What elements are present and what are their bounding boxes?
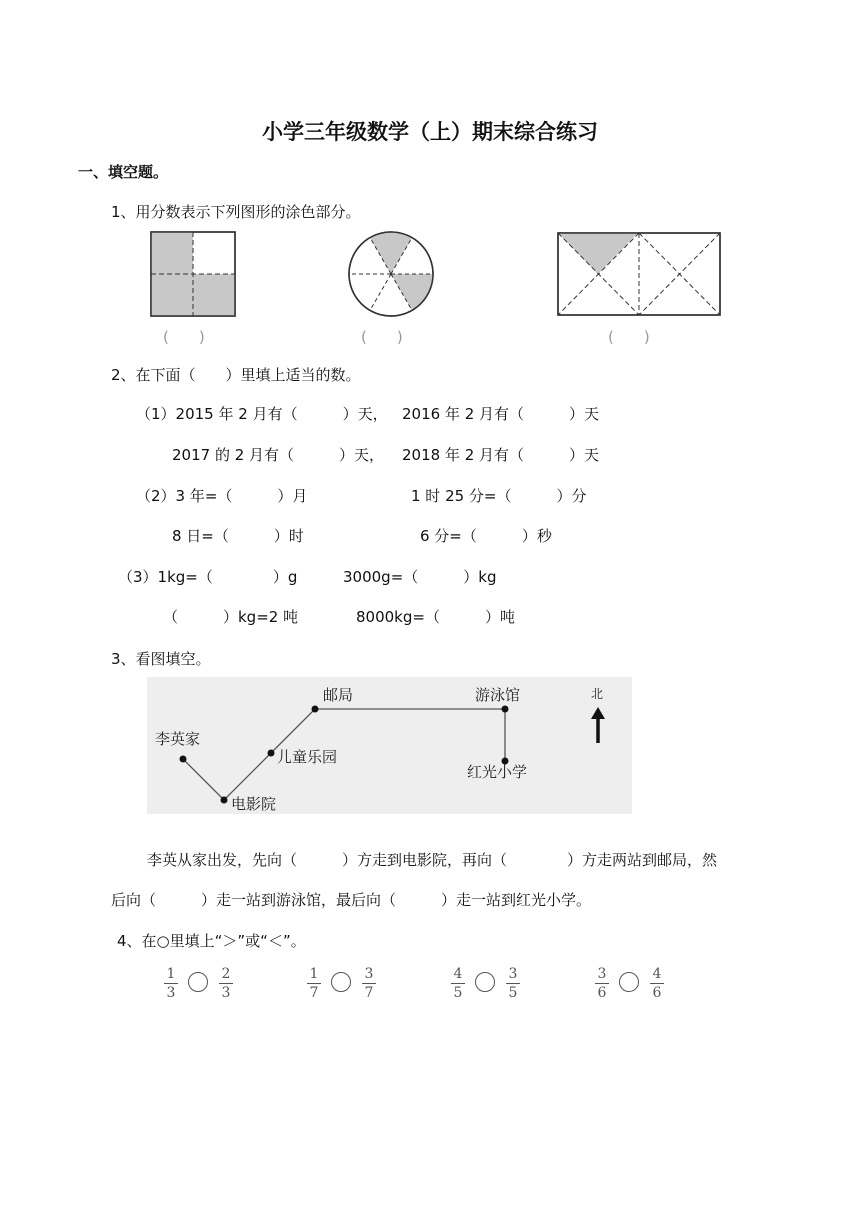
q2-line2-a: 2017 的 2 月有（ ）天， xyxy=(172,446,385,464)
compare-circle-3[interactable] xyxy=(475,972,495,992)
label-park: 儿童乐园 xyxy=(277,748,338,766)
pool-dot xyxy=(502,706,509,713)
fraction-left-1 xyxy=(164,966,178,1001)
numerator: 3 xyxy=(508,966,518,982)
denominator: 7 xyxy=(309,985,319,1001)
north-arrow-icon xyxy=(591,707,605,719)
q2-line3-b: 1 时 25 分=（ ）分 xyxy=(411,487,587,505)
route-map xyxy=(147,677,632,814)
q2-line6-a: （ ）kg=2 吨 xyxy=(163,608,299,626)
answer-paren-3: ( ) xyxy=(608,328,650,346)
label-cinema: 电影院 xyxy=(231,795,277,813)
numerator: 3 xyxy=(597,966,607,982)
numerator: 3 xyxy=(364,966,374,982)
numerator: 1 xyxy=(309,966,319,982)
route-lines xyxy=(147,677,632,814)
denominator: 3 xyxy=(221,985,231,1001)
label-post-office: 邮局 xyxy=(323,686,354,704)
q2-line5-a: （3）1kg=（ ）g xyxy=(118,568,298,586)
shaded-rectangle-figure xyxy=(557,232,721,316)
q2-line4-a: 8 日=（ ）时 xyxy=(172,527,304,545)
denominator: 6 xyxy=(652,985,662,1001)
page-title: 小学三年级数学（上）期末综合练习 xyxy=(262,119,598,144)
fraction-right-4 xyxy=(650,966,664,1001)
denominator: 6 xyxy=(597,985,607,1001)
fraction-left-2 xyxy=(307,966,321,1001)
post-office-dot xyxy=(312,706,319,713)
question-4-prompt: 4、在○里填上“＞”或“＜”。 xyxy=(117,932,306,950)
section-heading: 一、填空题。 xyxy=(78,163,169,181)
q3-text-line1: 李英从家出发，先向（ ）方走到电影院，再向（ ）方走两站到邮局，然 xyxy=(147,851,718,869)
question-1-prompt: 1、用分数表示下列图形的涂色部分。 xyxy=(111,203,361,221)
numerator: 4 xyxy=(453,966,463,982)
question-2-prompt: 2、在下面（ ）里填上适当的数。 xyxy=(111,366,361,384)
label-home: 李英家 xyxy=(155,730,201,748)
q2-line5-b: 3000g=（ ）kg xyxy=(343,568,497,586)
q2-line1-b: 2016 年 2 月有（ ）天 xyxy=(402,405,600,423)
fraction-left-3 xyxy=(451,966,465,1001)
answer-paren-1: ( ) xyxy=(163,328,205,346)
numerator: 4 xyxy=(652,966,662,982)
fraction-right-3 xyxy=(506,966,520,1001)
q3-text-line2: 后向（ ）走一站到游泳馆，最后向（ ）走一站到红光小学。 xyxy=(111,891,592,909)
question-3-prompt: 3、看图填空。 xyxy=(111,650,211,668)
label-pool: 游泳馆 xyxy=(475,686,521,704)
shaded-square-figure xyxy=(150,231,236,317)
q2-line4-b: 6 分=（ ）秒 xyxy=(420,527,552,545)
answer-paren-2: ( ) xyxy=(361,328,403,346)
q2-line1-a: （1）2015 年 2 月有（ ）天， xyxy=(136,405,388,423)
q2-line2-b: 2018 年 2 月有（ ）天 xyxy=(402,446,600,464)
label-north: 北 xyxy=(591,687,604,701)
q2-line3-a: （2）3 年=（ ）月 xyxy=(136,487,308,505)
denominator: 5 xyxy=(508,985,518,1001)
label-school: 红光小学 xyxy=(467,763,528,781)
numerator: 1 xyxy=(166,966,176,982)
q2-line6-b: 8000kg=（ ）吨 xyxy=(356,608,515,626)
home-dot xyxy=(180,756,187,763)
fraction-right-1 xyxy=(219,966,233,1001)
denominator: 7 xyxy=(364,985,374,1001)
compare-circle-1[interactable] xyxy=(188,972,208,992)
numerator: 2 xyxy=(221,966,231,982)
park-dot xyxy=(268,750,275,757)
fraction-left-4 xyxy=(595,966,609,1001)
shaded-circle-figure xyxy=(347,230,435,318)
cinema-dot xyxy=(221,797,228,804)
denominator: 5 xyxy=(453,985,463,1001)
fraction-right-2 xyxy=(362,966,376,1001)
compare-circle-2[interactable] xyxy=(331,972,351,992)
denominator: 3 xyxy=(166,985,176,1001)
compare-circle-4[interactable] xyxy=(619,972,639,992)
